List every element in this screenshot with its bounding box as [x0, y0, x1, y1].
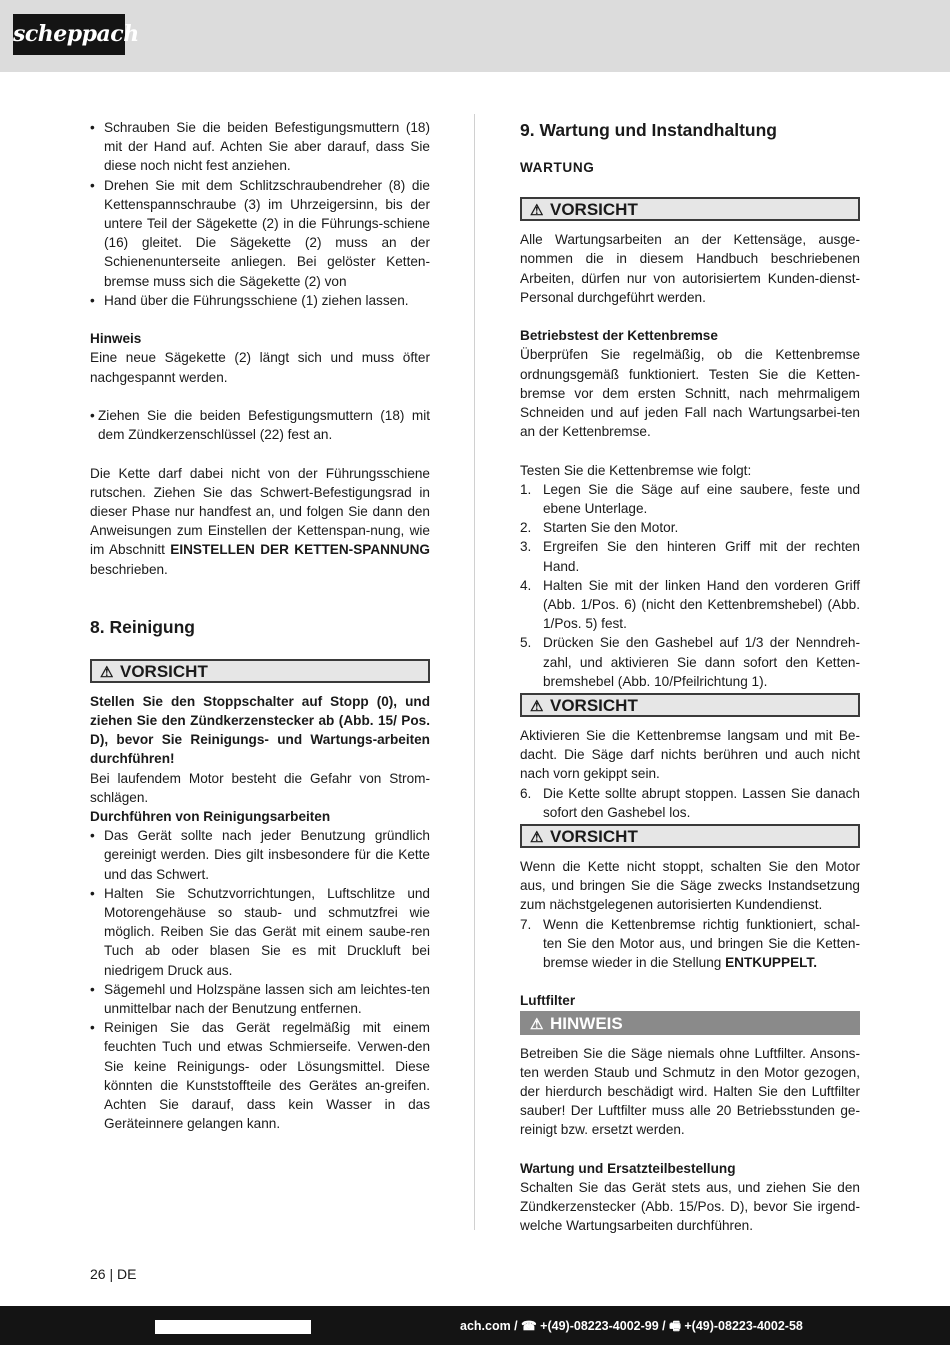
warning-box: ⚠ VORSICHT [90, 659, 430, 683]
warning-icon: ⚠ [100, 663, 114, 681]
list-item: 7. Wenn die Kettenbremse richtig funktioniert, schal-ten Sie den Motor aus, und bringen Sie die Ketten-bremse wieder in die Stellung ENTKUPPELT. [520, 916, 860, 971]
page-footer [0, 1306, 950, 1345]
warning-text: Bei laufendem Motor besteht die Gefahr von Strom-schlägen. [90, 770, 430, 805]
list-item: 3. Ergreifen Sie den hinteren Griff mit der rechten Hand. [520, 539, 860, 574]
list-item: 4. Halten Sie mit der linken Hand den vorderen Griff (Abb. 1/Pos. 6) (nicht den Kettenbremshebel) (Abb. 1/Pos. 5) fest. [520, 577, 860, 632]
notice-box: ⚠ HINWEIS [520, 1011, 860, 1035]
maintenance-text: Alle Wartungsarbeiten an der Kettensäge, ausge-nommen die in diesem Handbuch beschriebenen Arbeiten, dürfen nur von autorisiertem Kunden-dienst-Personal durchgeführt werden. [520, 232, 860, 305]
warning-icon: ⚠ [530, 829, 544, 847]
list-item: • Schrauben Sie die beiden Befestigungsmuttern (18) mit der Hand auf. Achten Sie aber darauf, dass Sie diese noch nicht fest anziehen. [90, 120, 430, 174]
warning-bold-text: Stellen Sie den Stoppschalter auf Stopp (0), und ziehen Sie den Zündkerzenstecker ab (Abb. 15/ Pos. D), bevor Sie Reinigungs- und Wartungs-arbeiten durchführen! [90, 693, 430, 767]
chain-paragraph: Die Kette darf dabei nicht von der Führungsschiene rutschen. Ziehen Sie das Schwert-Befestigungsrad in dieser Phase nur handfest an, und folgen Sie dann den Anweisungen zum Einstellen der Kettenspan-nung, wie im Abschnitt EINSTELLEN DER KETTEN-SPANNUNG beschrieben. [90, 465, 430, 577]
list-item: 5. Drücken Sie den Gashebel auf 1/3 der Nenndreh-zahl, und aktivieren Sie dann sofort den Ketten-bremshebel (Abb. 10/Pfeilrichtung 1). [520, 635, 860, 689]
list-item: • Reinigen Sie das Gerät regelmäßig mit einem feuchten Tuch und etwas Schmierseife. Verwen-den Sie keine Reinigungs- oder Lösungsmittel. Diese könnten die Kunststoffteile des Gerätes an-greifen. Achten Sie darauf, dass kein Wasser in das Geräteinnere gelangen kann. [90, 1020, 430, 1132]
test-intro: Testen Sie die Kettenbremse wie folgt: [520, 462, 752, 478]
list-item: • Drehen Sie mit dem Schlitzschraubendreher (8) die Kettenspannschraube (3) im Uhrzeigersinn, bis der untere Teil der Sägekette (2) in die Führungs-schiene (16) gleitet. Die Sägekette (2) muss an der Schienenunterseite anliegen. Bei gelöster Ketten-bremse muss sich die Sägekette (2) von [90, 177, 430, 289]
brand-logo: scheppach [13, 14, 125, 55]
warning-icon: ⚠ [530, 698, 544, 716]
footer-contact: ach.com / ☎ +(49)-08223-4002-99 / 🖷 +(49)-08223-4002-58 [460, 1319, 803, 1333]
right-column [520, 118, 860, 1236]
section-heading-maintenance: 9. Wartung und Instandhaltung [520, 120, 777, 140]
wartung-heading: WARTUNG [520, 160, 595, 175]
list-item: • Hand über die Führungsschiene (1) ziehen lassen. [90, 292, 409, 308]
warning-box: ⚠ VORSICHT [520, 693, 860, 717]
warning-icon: ⚠ [530, 202, 544, 220]
air-filter-heading: Luftfilter [520, 993, 576, 1009]
cleaning-heading: Durchführen von Reinigungsarbeiten [90, 809, 331, 825]
list-item: • Sägemehl und Holzspäne lassen sich am leichtes-ten unmittelbar nach der Benutzung entfernen. [90, 981, 430, 1017]
left-column [90, 118, 430, 1134]
brake-caution-text: Aktivieren Sie die Kettenbremse langsam und mit Be-dacht. Die Säge darf nichts berühren und auch nicht nach vorn gekippt sein. [520, 728, 860, 782]
brake-test-heading: Betriebstest der Kettenbremse [520, 328, 718, 344]
warning-icon: ⚠ [530, 1015, 544, 1033]
spare-parts-text: Schalten Sie das Gerät stets aus, und ziehen Sie den Zündkerzenstecker (Abb. 15/Pos. D), bevor Sie irgend-welche Wartungsarbeiten durchführen. [520, 1180, 860, 1234]
list-item: • Ziehen Sie die beiden Befestigungsmuttern (18) mit dem Zündkerzenschlüssel (22) fest an. [90, 408, 430, 443]
page-header [0, 0, 950, 72]
page-number: 26 | DE [90, 1266, 137, 1282]
list-item: • Halten Sie Schutzvorrichtungen, Luftschlitze und Motorengehäuse so staub- und schmutzfrei wie möglich. Reiben Sie das Gerät mit einem saube-ren Tuch ab oder blasen Sie es mit Druckluft bei niedrigem Druck aus. [90, 885, 430, 978]
hinweis-heading: Hinweis [90, 331, 142, 347]
list-item: 1. Legen Sie die Säge auf eine saubere, feste und ebene Unterlage. [520, 481, 860, 517]
section-heading-cleaning: 8. Reinigung [90, 616, 195, 637]
list-item: • Das Gerät sollte nach jeder Benutzung gründlich gereinigt werden. Dies gilt insbesondere für die Kette und das Schwert. [90, 828, 430, 882]
column-divider [474, 114, 475, 1230]
list-item: 2. Starten Sie den Motor. [520, 520, 679, 536]
air-filter-text: Betreiben Sie die Säge niemals ohne Luftfilter. Ansons-ten werden Staub und Schmutz in den Motor gezogen, der hierdurch beschädigt wird. Halten Sie den Luftfilter sauber! Der Luftfilter muss alle 20 Betriebsstunden ge-reinigt bzw. ersetzt werden. [520, 1045, 860, 1138]
chain-not-stop-text: Wenn die Kette nicht stoppt, schalten Sie den Motor aus, und bringen Sie die Säge zwecks Instandsetzung zum nächstgelegenen autorisierten Kundendienst. [520, 859, 860, 913]
spare-parts-heading: Wartung und Ersatzteilbestellung [520, 1160, 736, 1176]
warning-box: ⚠ VORSICHT [520, 197, 860, 221]
list-item: 6. Die Kette sollte abrupt stoppen. Lassen Sie danach sofort den Gashebel los. [520, 785, 860, 820]
warning-box: ⚠ VORSICHT [520, 824, 860, 848]
brake-test-text: Überprüfen Sie regelmäßig, ob die Kettenbremse ordnungsgemäß funktioniert. Testen Sie die Ketten-bremse vor dem ersten Schnitt, nach mehrmaligem Schneiden und auf jeden Fall nach Wartungsarbei-ten an der Kettenbremse. [520, 347, 860, 440]
footer-redaction-bar [155, 1320, 311, 1334]
hinweis-text: Eine neue Sägekette (2) längt sich und muss öfter nachgespannt werden. [90, 350, 430, 385]
